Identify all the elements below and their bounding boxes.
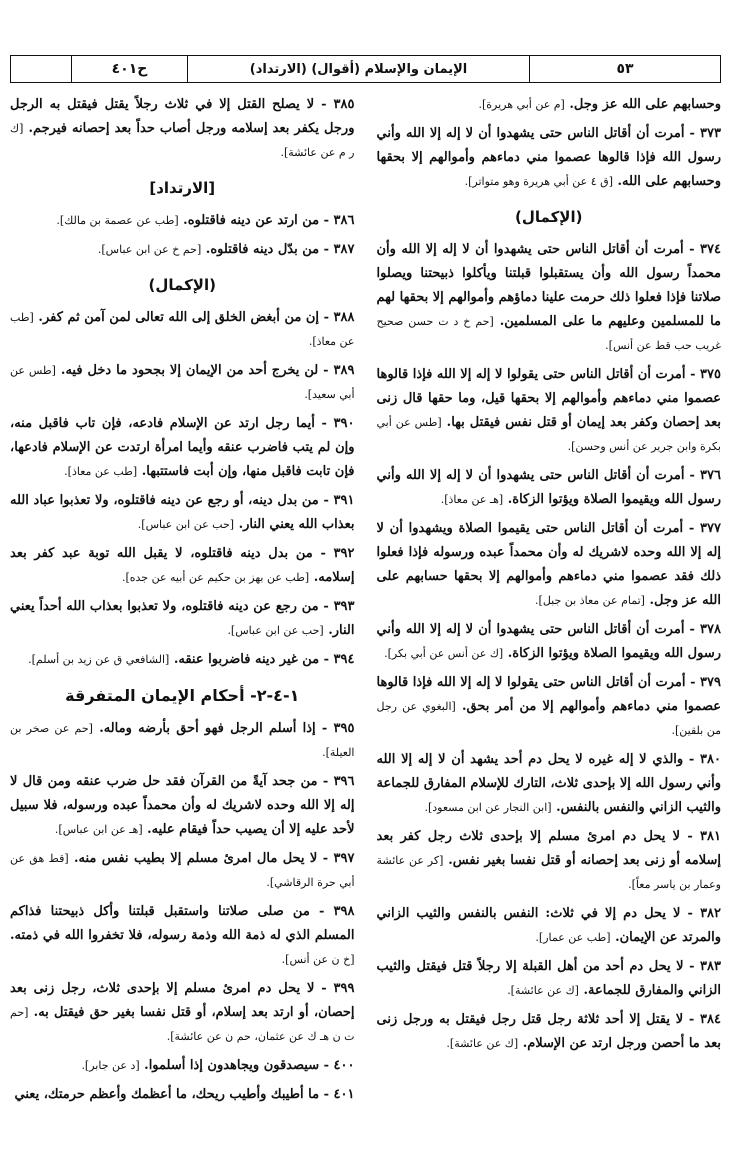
- hadith-entry: ٣٧٧ - أمرت أن أقاتل الناس حتى يقيموا الصلاة ويشهدوا أن لا إله إلا الله وحده لاشريك له وأن محمداً عبده ورسوله فإذا فعلوا ذلك فقد عصموا مني دماءهم وأموالهم إلا بحقها حسابهم على الله عز وجل. [تمام عن معاذ بن جبل].: [376, 521, 721, 608]
- hadith-text: من رجع عن دينه فاقتلوه، ولا تعذبوا بعذاب الله أحداً يعني النار.: [10, 599, 355, 638]
- hadith-source: [طب عن عمار].: [535, 931, 611, 944]
- hadith-source: [طب عن معاذ].: [10, 311, 355, 348]
- hadith-text: لا يحل دم أحد من أهل القبلة إلا رجلاً قتل فيقتل والثيب الزاني والمفارق للجماعة.: [376, 959, 721, 998]
- hadith-number: ٣٧٩: [700, 675, 721, 690]
- hadith-entry: ٣٩٣ - من رجع عن دينه فاقتلوه، ولا تعذبوا بعذاب الله أحداً يعني النار. [حب عن ابن عباس].: [10, 599, 355, 638]
- hadith-number: ٣٩٩: [333, 981, 355, 996]
- hadith-entry: ٣٨٣ - لا يحل دم أحد من أهل القبلة إلا رجلاً قتل فيقتل والثيب الزاني والمفارق للجماعة. [ك عن عائشة].: [376, 959, 721, 998]
- hadith-entry: ٣٨١ - لا يحل دم امرئ مسلم إلا بإحدى ثلاث رجل كفر بعد إسلامه أو زنى بعد إحصانه أو قتل نفسا بغير نفس. [كر عن عائشة وعمار بن ياسر معاً].: [376, 829, 721, 891]
- hadith-text: أمرت أن أقاتل الناس حتى يقولوا لا إله إلا الله فإذا قالوها عصموا مني دماءهم وأموالهم إلا من أمر بحق.: [376, 675, 721, 714]
- hadith-entry: ٣٧٥ - أمرت أن أقاتل الناس حتى يقولوا لا إله إلا الله فإذا قالوها عصموا مني دماءهم وأموالهم إلا بحقها قيل، وما حقها قال زنى بعد إحصان وكفر بعد إيمان أو قتل نفس فيقتل بها. [طس عن أبي بكرة وابن جرير عن أنس وحسن].: [376, 367, 721, 453]
- hadith-source: [حم خ عن ابن عباس].: [97, 243, 202, 256]
- hadith-source: [حم عن صخر بن العيلة].: [10, 722, 355, 759]
- hadith-entry: ٣٩٦ - من جحد آيةً من القرآن فقد حل ضرب عنقه ومن قال لا إله إلا الله وحده لاشريك له وأن محمداً عبده ورسوله، فلا سبيل لأحد عليه إلا أن يصيب حداً فيقام عليه. [هـ عن ابن عباس].: [10, 774, 355, 837]
- hadith-entry: ٣٩٩ - لا يحل دم امرئ مسلم إلا بإحدى ثلاث، رجل زنى بعد إحصان، أو ارتد بعد إسلام، أو قتل نفسا بغير حق فيقتل به. [حم ت ن هـ ك عن عثمان، حم ن عن عائشة].: [10, 981, 355, 1043]
- hadith-text: أمرت أن أقاتل الناس حتى يشهدوا أن لا إله إلا الله وأن محمداً رسول الله وأن يستقبلوا قبلتنا ويأكلوا ذبيحتنا ويصلوا صلاتنا فإذا فعلوا ذلك حرمت علينا دماؤهم وأموالهم إلا بحقها لهم ما للمسلمين وعليهم ما على المسلمين.: [376, 242, 721, 329]
- hadith-source: [حم ت ن هـ ك عن عثمان، حم ن عن عائشة].: [10, 1006, 355, 1043]
- hadith-number: ٣٨٨: [333, 310, 355, 325]
- hadith-text: أيما رجل ارتد عن الإسلام فادعه، فإن تاب فاقبل منه، وإن لم يتب فاضرب عنقه وأيما امرأة ارتدت عن الإسلام فادعها، فإن تابت فاقبل منها، وإن أبت فاستتبها.: [10, 416, 355, 479]
- hadith-source: [خ ن عن أنس].: [281, 953, 355, 966]
- hadith-text: من جحد آيةً من القرآن فقد حل ضرب عنقه ومن قال لا إله إلا الله وحده لاشريك له وأن محمداً عبده ورسوله، فلا سبيل لأحد عليه إلا أن يصيب حداً فيقام عليه.: [10, 774, 355, 837]
- hadith-entry: ٣٨٠ - والذي لا إله غيره لا يحل دم أحد يشهد أن لا إله إلا الله وأني رسول الله إلا بإحدى ثلاث، التارك للإسلام المفارق للجماعة والثيب الزاني والنفس بالنفس. [ابن النجار عن ابن مسعود].: [376, 752, 721, 815]
- hadith-number: ٣٧٣: [700, 126, 721, 141]
- hadith-number: ٤٠٠: [333, 1058, 355, 1073]
- hadith-source: [كر عن عائشة وعمار بن ياسر معاً].: [376, 854, 721, 891]
- hadith-source: [حب عن ابن عباس].: [227, 624, 324, 637]
- hadith-source: [الشافعي ق عن زيد بن أسلم].: [28, 653, 170, 666]
- hadith-number: ٣٧٥: [700, 367, 721, 382]
- hadith-range-label: ح٤٠١: [71, 56, 187, 82]
- hadith-text: لن يخرج أحد من الإيمان إلا بجحود ما دخل فيه.: [60, 363, 319, 378]
- hadith-number: ٣٩٨: [333, 904, 355, 919]
- book-page: [0, 55, 731, 1169]
- left-column: [10, 93, 355, 1113]
- hadith-text: سيصدقون ويجاهدون إذا أسلموا.: [144, 1058, 320, 1073]
- continuation-text: [377, 93, 722, 117]
- hadith-number: ٣٩٦: [333, 774, 355, 789]
- hadith-source: [طس عن أبي سعيد].: [10, 364, 355, 401]
- hadith-text: أمرت أن أقاتل الناس حتى يشهدوا أن لا إله إلا الله وأني رسول الله ويقيموا الصلاة ويؤتوا الزكاة.: [376, 622, 721, 661]
- hadith-source: [طب عن معاذ].: [64, 465, 138, 478]
- hadith-text: أمرت أن أقاتل الناس حتى يقيموا الصلاة ويشهدوا أن لا إله إلا الله وحده لاشريك له وأن محمداً عبده ورسوله فإذا فعلوا ذلك فقد عصموا مني دماءهم وأموالهم إلا بحقها حسابهم على الله عز وجل.: [376, 521, 721, 608]
- running-title: الإيمان والإسلام (أقوال) (الارتداد): [187, 56, 529, 82]
- hadith-number: ٣٩٢: [333, 546, 355, 561]
- hadith-text: أمرت أن أقاتل الناس حتى يشهدوا أن لا إله إلا الله وأني رسول الله فإذا قالوها عصموا مني دماءهم وأموالهم إلا بحقها وحسابهم على الله.: [376, 126, 721, 189]
- hadith-text: لا يحل دم امرئ مسلم إلا بإحدى ثلاث، رجل زنى بعد إحصان، أو ارتد بعد إسلام، أو قتل نفسا بغير حق فيقتل به.: [10, 981, 355, 1020]
- hadith-entry: ٣٧٣ - أمرت أن أقاتل الناس حتى يشهدوا أن لا إله إلا الله وأني رسول الله فإذا قالوها عصموا مني دماءهم وأموالهم إلا بحقها وحسابهم على الله. [ق ٤ عن أبي هريرة وهو متواتر].: [376, 126, 721, 189]
- hadith-number: ٣٩٥: [333, 721, 355, 736]
- hadith-text: لا يحل مال امرئ مسلم إلا بطيب نفس منه.: [74, 851, 318, 866]
- hadith-number: ٣٨٦: [333, 213, 355, 228]
- hadith-entry: ٣٨٥ - لا يصلح القتل إلا في ثلاث رجلاً يقتل فيقتل به الرجل ورجل يكفر بعد إسلامه ورجل أصاب حداً بعد إحصانه فيرجم. [ك ر م عن عائشة].: [10, 97, 355, 159]
- hadith-text: لا يحل دم إلا في ثلاث: النفس بالنفس والثيب الزاني والمرتد عن الإيمان.: [376, 906, 721, 945]
- section-heading: (الإكمال): [515, 208, 583, 226]
- hadith-entry: ٣٨٧ - من بدّل دينه فاقتلوه. [حم خ عن ابن عباس].: [97, 242, 355, 257]
- hadith-number: ٣٨٥: [333, 97, 355, 112]
- hadith-text: أمرت أن أقاتل الناس حتى يقولوا لا إله إلا الله فإذا قالوها عصموا مني دماءهم وأموالهم إلا بحقها قيل، وما حقها قال زنى بعد إحصان وكفر بعد إيمان أو قتل نفس فيقتل بها.: [376, 367, 721, 430]
- hadith-number: ٣٧٦: [700, 468, 721, 483]
- hadith-source: [د عن جابر].: [81, 1059, 140, 1072]
- hadith-source: [تمام عن معاذ بن جبل].: [535, 594, 645, 607]
- hadith-entry: ٣٨٨ - إن من أبغض الخلق إلى الله تعالى لمن آمن ثم كفر. [طب عن معاذ].: [10, 310, 355, 348]
- hadith-number: ٣٨٤: [700, 1012, 721, 1027]
- hadith-source: [قط هق عن أبي حرة الرقاشي].: [10, 852, 355, 889]
- hadith-entry: ٤٠١ - ما أطيبك وأطيب ريحك، ما أعظمك وأعظم حرمتك، يعني: [14, 1087, 355, 1102]
- hadith-number: ٣٩٠: [333, 416, 355, 431]
- hadith-source: [ابن النجار عن ابن مسعود].: [424, 801, 552, 814]
- hadith-number: ٤٠١: [333, 1087, 355, 1102]
- hadith-text: من بدل دينه، أو رجع عن دينه فاقتلوه، ولا تعذبوا عباد الله بعذاب الله يعني النار.: [10, 493, 355, 532]
- hadith-entry: ٣٩٢ - من بدل دينه فاقتلوه، لا يقبل الله توبة عبد كفر بعد إسلامه. [طب عن بهز بن حكيم عن أبيه عن جده].: [10, 546, 355, 585]
- hadith-source: [طب عن بهز بن حكيم عن أبيه عن جده].: [121, 571, 310, 584]
- hadith-entry: ٣٩٠ - أيما رجل ارتد عن الإسلام فادعه، فإن تاب فاقبل منه، وإن لم يتب فاضرب عنقه وأيما امرأة ارتدت عن الإسلام فادعها، فإن تابت فاقبل منها، وإن أبت فاستتبها. [طب عن معاذ].: [10, 416, 355, 479]
- hadith-entry: ٣٨٤ - لا يقتل إلا أحد ثلاثة رجل قتل رجل فيقتل به ورجل زنى بعد ما أحصن ورجل ارتد عن الإسلام. [ك عن عائشة].: [376, 1012, 721, 1051]
- hadith-source: [البغوي عن رجل من بلقين].: [376, 700, 721, 737]
- header-empty-cell: [11, 56, 71, 82]
- section-heading: (الإكمال): [148, 276, 216, 294]
- hadith-number: ٣٧٨: [700, 622, 721, 637]
- hadith-source: [ق ٤ عن أبي هريرة وهو متواتر].: [464, 175, 613, 188]
- hadith-entry: ٣٧٤ - أمرت أن أقاتل الناس حتى يشهدوا أن لا إله إلا الله وأن محمداً رسول الله وأن يستقبلوا قبلتنا ويأكلوا ذبيحتنا ويصلوا صلاتنا فإذا فعلوا ذلك حرمت علينا دماؤهم وأموالهم إلا بحقها لهم ما للمسلمين وعليهم ما على المسلمين. [حم خ د ت حسن صحيح غريب حب قط عن أنس].: [376, 242, 721, 352]
- hadith-text: من غير دينه فاضربوا عنقه.: [173, 652, 320, 667]
- hadith-source: [ك عن أنس عن أبي بكر].: [384, 647, 504, 660]
- hadith-number: ٣٩١: [333, 493, 355, 508]
- hadith-entry: ٣٩٤ - من غير دينه فاضربوا عنقه. [الشافعي ق عن زيد بن أسلم].: [28, 652, 355, 667]
- hadith-entry: ٣٩١ - من بدل دينه، أو رجع عن دينه فاقتلوه، ولا تعذبوا عباد الله بعذاب الله يعني النار. [حب عن ابن عباس].: [10, 493, 355, 532]
- hadith-entry: ٣٩٧ - لا يحل مال امرئ مسلم إلا بطيب نفس منه. [قط هق عن أبي حرة الرقاشي].: [10, 851, 355, 889]
- hadith-entry: ٣٧٨ - أمرت أن أقاتل الناس حتى يشهدوا أن لا إله إلا الله وأني رسول الله ويقيموا الصلاة ويؤتوا الزكاة. [ك عن أنس عن أبي بكر].: [376, 622, 721, 661]
- hadith-text: من ارتد عن دينه فاقتلوه.: [183, 213, 320, 228]
- hadith-number: ٣٩٣: [333, 599, 355, 614]
- page-number: ٥٣: [529, 56, 720, 82]
- hadith-number: ٣٨٧: [333, 242, 355, 257]
- hadith-text: لا يقتل إلا أحد ثلاثة رجل قتل رجل فيقتل به ورجل زنى بعد ما أحصن ورجل ارتد عن الإسلام.: [376, 1012, 721, 1051]
- hadith-text: من بدّل دينه فاقتلوه.: [205, 242, 320, 257]
- hadith-source: [م عن أبي هريرة].: [478, 98, 565, 111]
- hadith-text: ما أطيبك وأطيب ريحك، ما أعظمك وأعظم حرمتك، يعني: [14, 1087, 320, 1102]
- two-column-body: [10, 93, 721, 1113]
- hadith-text: إذا أسلم الرجل فهو أحق بأرضه وماله.: [99, 721, 316, 736]
- hadith-entry: ٣٩٥ - إذا أسلم الرجل فهو أحق بأرضه وماله. [حم عن صخر بن العيلة].: [10, 721, 355, 759]
- hadith-text: إن من أبغض الخلق إلى الله تعالى لمن آمن ثم كفر.: [38, 310, 320, 325]
- hadith-number: ٣٨٣: [700, 959, 721, 974]
- hadith-number: ٣٨٢: [700, 906, 721, 921]
- right-column: [377, 93, 722, 1113]
- hadith-entry: ٣٨٩ - لن يخرج أحد من الإيمان إلا بجحود ما دخل فيه. [طس عن أبي سعيد].: [10, 363, 355, 401]
- hadith-number: ٣٧٧: [700, 521, 721, 536]
- hadith-source: [ك ر م عن عائشة].: [10, 122, 355, 159]
- hadith-source: [ك عن عائشة].: [446, 1037, 519, 1050]
- hadith-entry: ٣٧٦ - أمرت أن أقاتل الناس حتى يشهدوا أن لا إله إلا الله وأني رسول الله ويقيموا الصلاة ويؤتوا الزكاة. [هـ عن معاذ].: [376, 468, 721, 507]
- hadith-entry: ٣٧٩ - أمرت أن أقاتل الناس حتى يقولوا لا إله إلا الله فإذا قالوها عصموا مني دماءهم وأموالهم إلا من أمر بحق. [البغوي عن رجل من بلقين].: [376, 675, 721, 737]
- hadith-text: والذي لا إله غيره لا يحل دم أحد يشهد أن لا إله إلا الله وأني رسول الله إلا بإحدى ثلاث، التارك للإسلام المفارق للجماعة والثيب الزاني والنفس بالنفس.: [376, 752, 721, 815]
- hadith-entry: ٤٠٠ - سيصدقون ويجاهدون إذا أسلموا. [د عن جابر].: [81, 1058, 355, 1073]
- page-header: [10, 55, 721, 83]
- hadith-entry: ٣٨٦ - من ارتد عن دينه فاقتلوه. [طب عن عصمة بن مالك].: [56, 213, 355, 228]
- hadith-text: من بدل دينه فاقتلوه، لا يقبل الله توبة عبد كفر بعد إسلامه.: [10, 546, 355, 585]
- hadith-source: [حب عن ابن عباس].: [137, 518, 235, 531]
- hadith-text: أمرت أن أقاتل الناس حتى يشهدوا أن لا إله إلا الله وأني رسول الله ويقيموا الصلاة ويؤتوا الزكاة.: [376, 468, 721, 507]
- hadith-source: [حم خ د ت حسن صحيح غريب حب قط عن أنس].: [376, 315, 721, 352]
- hadith-entry: ٣٨٢ - لا يحل دم إلا في ثلاث: النفس بالنفس والثيب الزاني والمرتد عن الإيمان. [طب عن عمار].: [376, 906, 721, 945]
- hadith-text: وحسابهم على الله عز وجل.: [569, 97, 721, 112]
- hadith-source: [طس عن أبي بكرة وابن جرير عن أنس وحسن].: [376, 416, 721, 453]
- section-heading: ١-٤-٢- أحكام الإيمان المتفرقة: [65, 686, 300, 705]
- hadith-source: [هـ عن معاذ].: [440, 493, 504, 506]
- hadith-number: ٣٨١: [700, 829, 721, 844]
- hadith-text: من صلى صلاتنا واستقبل قبلتنا وأكل ذبيحتنا فذاكم المسلم الذي له ذمة الله وذمة رسوله، فلا تخفروا الله في ذمته.: [10, 904, 355, 943]
- hadith-source: [طب عن عصمة بن مالك].: [56, 214, 179, 227]
- section-heading: [الارتداد]: [149, 179, 216, 197]
- hadith-number: ٣٨٩: [333, 363, 355, 378]
- hadith-number: ٣٧٤: [700, 242, 721, 257]
- hadith-number: ٣٩٤: [333, 652, 355, 667]
- hadith-text: لا يحل دم امرئ مسلم إلا بإحدى ثلاث رجل كفر بعد إسلامه أو زنى بعد إحصانه أو قتل نفسا بغير نفس.: [376, 829, 721, 868]
- hadith-entry: ٣٩٨ - من صلى صلاتنا واستقبل قبلتنا وأكل ذبيحتنا فذاكم المسلم الذي له ذمة الله وذمة رسوله، فلا تخفروا الله في ذمته. [خ ن عن أنس].: [10, 904, 355, 966]
- hadith-source: [ك عن عائشة].: [507, 984, 579, 997]
- hadith-source: [هـ عن ابن عباس].: [54, 823, 143, 836]
- hadith-number: ٣٩٧: [333, 851, 355, 866]
- hadith-number: ٣٨٠: [700, 752, 721, 767]
- hadith-text: لا يصلح القتل إلا في ثلاث رجلاً يقتل فيقتل به الرجل ورجل يكفر بعد إسلامه ورجل أصاب حداً بعد إحصانه فيرجم.: [10, 97, 355, 136]
